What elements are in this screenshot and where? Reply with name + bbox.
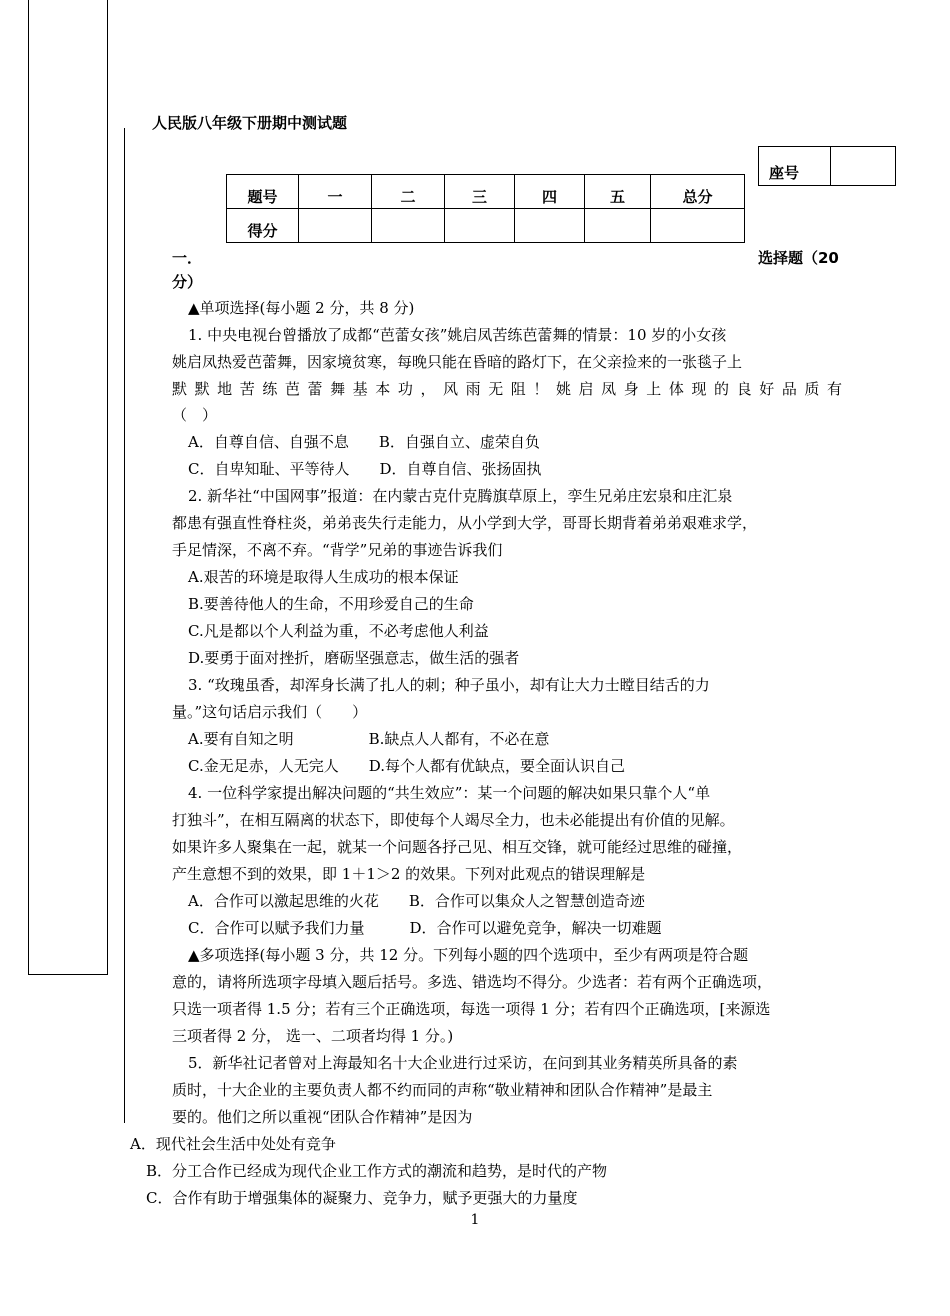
section-title-cont: 分）	[172, 273, 203, 291]
question-5-option: C．合作有助于增强集体的凝聚力、竞争力，赋予更强大的力量度	[146, 1189, 578, 1207]
question-1-option: A．自尊自信、自强不息 B．自强自立、虚荣自负	[188, 433, 540, 451]
question-4-text: 产生意想不到的效果，即 1＋1＞2 的效果。下列对此观点的错误理解是	[172, 865, 646, 883]
question-4-option: C．合作可以赋予我们力量 D．合作可以避免竞争，解决一切难题	[188, 919, 662, 937]
question-1-bracket: （ ）	[172, 406, 218, 424]
question-4-option: A．合作可以激起思维的火花 B．合作可以集众人之智慧创造奇迹	[188, 892, 645, 910]
question-2-option: C.凡是都以个人利益为重，不必考虑他人利益	[188, 622, 489, 640]
question-3-option: C.金无足赤，人无完人 D.每个人都有优缺点，要全面认识自己	[188, 757, 625, 775]
score-cell[interactable]	[372, 209, 445, 243]
question-2-option: A.艰苦的环境是取得人生成功的根本保证	[188, 568, 459, 586]
question-1-text: 1. 中央电视台曾播放了成都“芭蕾女孩”姚启凤苦练芭蕾舞的情景：10 岁的小女孩	[188, 326, 727, 344]
score-table	[226, 174, 745, 243]
question-2-text: 都患有强直性脊柱炎，弟弟丧失行走能力，从小学到大学，哥哥长期背着弟弟艰难求学，	[172, 514, 758, 532]
score-table-header-row	[227, 175, 745, 209]
multi-choice-header: 意的，请将所选项字母填入题后括号。多选、错选均不得分。少选者：若有两个正确选项，	[172, 973, 773, 991]
question-2-text: 手足情深，不离不弃。“背学”兄弟的事迹告诉我们	[172, 541, 503, 559]
question-3-text: 3. “玫瑰虽香，却浑身长满了扎人的刺；种子虽小，却有让大力士瞠目结舌的力	[188, 676, 710, 694]
header-cell: 一	[299, 175, 372, 209]
question-2-option: D.要勇于面对挫折，磨砺坚强意志，做生活的强者	[188, 649, 520, 667]
question-4-text: 如果许多人聚集在一起，就某一个问题各抒己见、相互交锋，就可能经过思维的碰撞，	[172, 838, 743, 856]
binding-margin-box	[28, 0, 108, 975]
question-5-text: 要的。他们之所以重视“团队合作精神”是因为	[172, 1108, 473, 1126]
section-number: 一．	[172, 249, 203, 267]
question-4-text: 打独斗”，在相互隔离的状态下，即使每个人竭尽全力，也未必能提出有价值的见解。	[172, 811, 735, 829]
score-table-score-row	[227, 209, 745, 243]
question-4-text: 4. 一位科学家提出解决问题的“共生效应”：某一个问题的解决如果只靠个人“单	[188, 784, 711, 802]
multi-choice-header: 只选一项者得 1.5 分；若有三个正确选项，每选一项得 1 分；若有四个正确选项，[来源选	[172, 1000, 771, 1018]
question-5-text: 质时，十大企业的主要负责人都不约而同的声称“敬业精神和团队合作精神”是最主	[172, 1081, 713, 1099]
seat-label: 座号	[759, 147, 831, 186]
score-cell[interactable]	[585, 209, 651, 243]
question-3-text: 量。”这句话启示我们（ ）	[172, 703, 368, 721]
score-row-label: 得分	[227, 209, 299, 243]
multi-choice-header: ▲多项选择(每小题 3 分，共 12 分。下列每小题的四个选项中，至少有两项是符合题	[188, 946, 749, 964]
question-2-option: B.要善待他人的生命，不用珍爱自己的生命	[188, 595, 474, 613]
question-2-text: 2. 新华社“中国网事”报道：在内蒙古克什克腾旗草原上，孪生兄弟庄宏泉和庄汇泉	[188, 487, 733, 505]
question-3-option: A.要有自知之明 B.缺点人人都有，不必在意	[188, 730, 550, 748]
score-cell[interactable]	[299, 209, 372, 243]
margin-rule	[124, 128, 125, 1123]
score-cell[interactable]	[515, 209, 585, 243]
question-5-option: A．现代社会生活中处处有竞争	[130, 1135, 336, 1153]
single-choice-header: ▲单项选择(每小题 2 分，共 8 分)	[188, 299, 415, 317]
question-5-option: B．分工合作已经成为现代企业工作方式的潮流和趋势，是时代的产物	[146, 1162, 608, 1180]
header-cell: 题号	[227, 175, 299, 209]
question-1-text: 默默地苦练芭蕾舞基本功，风雨无阻！姚启凤身上体现的良好品质有	[172, 380, 842, 398]
section-title: 选择题（20	[758, 249, 839, 267]
question-1-text: 姚启凤热爱芭蕾舞，因家境贫寒，每晚只能在昏暗的路灯下，在父亲捡来的一张毯子上	[172, 353, 743, 371]
header-cell: 三	[445, 175, 515, 209]
header-cell: 二	[372, 175, 445, 209]
seat-number-table	[758, 146, 896, 186]
header-cell: 五	[585, 175, 651, 209]
seat-value-cell[interactable]	[831, 147, 896, 186]
multi-choice-header: 三项者得 2 分， 选一、二项者均得 1 分。)	[172, 1027, 454, 1045]
score-cell[interactable]	[445, 209, 515, 243]
page-number: 1	[470, 1212, 480, 1228]
score-cell[interactable]	[651, 209, 745, 243]
page-title: 人民版八年级下册期中测试题	[152, 114, 348, 132]
question-1-option: C．自卑知耻、平等待人 D．自尊自信、张扬固执	[188, 460, 542, 478]
question-5-text: 5．新华社记者曾对上海最知名十大企业进行过采访，在问到其业务精英所具备的素	[188, 1054, 738, 1072]
header-cell: 总分	[651, 175, 745, 209]
header-cell: 四	[515, 175, 585, 209]
